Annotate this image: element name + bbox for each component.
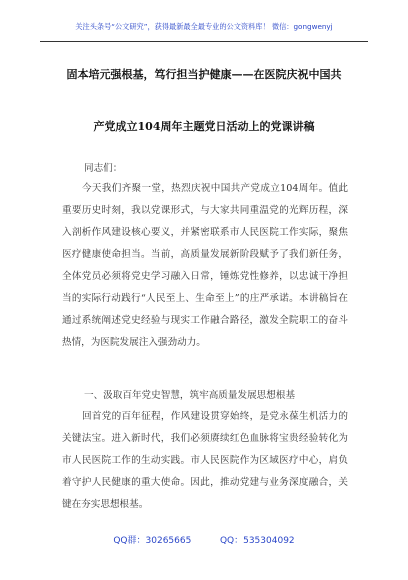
paragraph-section-1: 回首党的百年征程，作风建设贯穿始终，是党永葆生机活力的关键法宝。进入新时代，我们必须赓续红色血脉将宝贵经验转化为市人民医院工作的生动实践。市人民医院作为区域医疗中心，肩负着守护人民健康的重大使命。因此，推动党建与业务深度融合，关键在夯实思想根基。: [62, 411, 348, 510]
document-title-line-1: 固本培元强根基，笃行担当护健康——在医院庆祝中国共: [66, 68, 342, 81]
footer-qq: QQ：535304092: [219, 536, 295, 546]
header-note: 关注头条号“公文研究”，获得最新最全最专业的公文资料库！ 微信：gongwenyj: [75, 22, 333, 31]
header-rule: [40, 41, 368, 42]
footer-qq-group: QQ群：30265665: [113, 536, 192, 546]
paragraph-intro: 今天我们齐聚一堂，热烈庆祝中国共产党成立104周年。值此重要历史时刻，我以党课形式，与大家共同重温党的光辉历程，深入剖析作风建设核心要义，并紧密联系市人民医院工作实际，聚焦医疗健康使命担当。当前，高质量发展新阶段赋予了我们新任务，全体党员必须将党史学习融入日常，锤炼党性修养，以忠诚干净担当的实际行动践行“人民至上、生命至上”的庄严承诺。本讲稿旨在通过系统阐述党史经验与现实工作融合路径，激发全院职工的奋斗热情，为医院发展注入强劲动力。: [62, 183, 348, 348]
footer-contact: [0, 533, 408, 546]
section-heading-1: 一、汲取百年党史智慧，筑牢高质量发展思想根基: [84, 390, 296, 401]
document-title-line-2: 产党成立104周年主题党日活动上的党课讲稿: [93, 120, 315, 133]
greeting: 同志们：: [84, 163, 123, 174]
